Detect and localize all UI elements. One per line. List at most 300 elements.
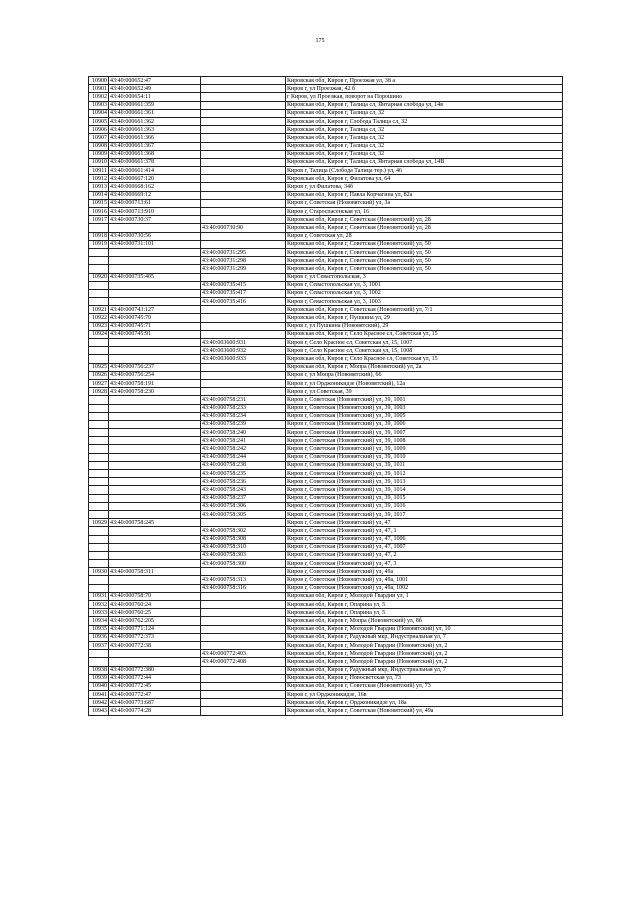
row-number-cell	[89, 478, 109, 486]
table-row	[89, 453, 563, 461]
row-number-cell: 10917	[89, 216, 109, 224]
row-number-cell: 10910	[89, 158, 109, 166]
table-row	[89, 650, 563, 658]
address-cell: Кировская обл, Киров г, Талица сл, Янтарная слобода ул, 14В	[286, 158, 563, 166]
table-row	[89, 388, 563, 396]
sub-cadastral-number-cell	[201, 191, 286, 199]
row-number-cell	[89, 396, 109, 404]
cadastral-number-cell	[109, 486, 201, 494]
address-cell: Киров г, Советская (Нововятский) ул, 39, 1013	[286, 478, 563, 486]
table-row	[89, 281, 563, 289]
cadastral-number-cell: 43:40:000772:45	[109, 682, 201, 690]
page-number: 175	[315, 38, 325, 44]
row-number-cell: 10940	[89, 682, 109, 690]
table-row	[89, 486, 563, 494]
sub-cadastral-number-cell: 43:40:000772:403	[201, 650, 286, 658]
table-row	[89, 93, 563, 101]
row-number-cell	[89, 429, 109, 437]
cadastral-number-cell: 43:40:000652:49	[109, 85, 201, 93]
row-number-cell	[89, 281, 109, 289]
sub-cadastral-number-cell	[201, 208, 286, 216]
row-number-cell: 10906	[89, 126, 109, 134]
sub-cadastral-number-cell	[201, 306, 286, 314]
address-cell: Киров г, Советская (Нововятский) ул, 39, 1011	[286, 461, 563, 469]
sub-cadastral-number-cell: 43:40:000735:415	[201, 281, 286, 289]
address-cell: Кировская обл, Киров г, Молодой Гвардии (Нововятский) ул, 10	[286, 625, 563, 633]
sub-cadastral-number-cell: 43:40:000758:242	[201, 445, 286, 453]
registry-table-body	[89, 77, 563, 716]
cadastral-number-cell	[109, 584, 201, 592]
table-row	[89, 330, 563, 338]
row-number-cell: 10921	[89, 306, 109, 314]
table-row	[89, 339, 563, 347]
row-number-cell: 10927	[89, 379, 109, 387]
sub-cadastral-number-cell	[201, 682, 286, 690]
address-cell: Киров г, Советская (Нововятский) ул, 39, 1017	[286, 510, 563, 518]
table-row	[89, 117, 563, 125]
table-row	[89, 601, 563, 609]
cadastral-number-cell	[109, 510, 201, 518]
table-row	[89, 461, 563, 469]
sub-cadastral-number-cell: 43:40:000730:90	[201, 224, 286, 232]
address-cell: Кировская обл, Киров г, Пушкина ул, 29	[286, 314, 563, 322]
cadastral-number-cell	[109, 355, 201, 363]
address-cell: Кировская обл, Киров г, Талица сл, 32	[286, 142, 563, 150]
cadastral-number-cell	[109, 445, 201, 453]
address-cell: Кировская обл, Киров г, Проезжая ул, 38 а	[286, 77, 563, 85]
row-number-cell: 10909	[89, 150, 109, 158]
row-number-cell: 10905	[89, 117, 109, 125]
table-row	[89, 109, 563, 117]
address-cell: Киров г, ул Мопра (Нововятский), 66	[286, 371, 563, 379]
sub-cadastral-number-cell	[201, 101, 286, 109]
row-number-cell: 10903	[89, 101, 109, 109]
row-number-cell: 10930	[89, 568, 109, 576]
sub-cadastral-number-cell: 43:40:000758:234	[201, 412, 286, 420]
table-row	[89, 707, 563, 715]
table-row	[89, 437, 563, 445]
cadastral-number-cell: 43:40:000756:237	[109, 363, 201, 371]
row-number-cell: 10935	[89, 625, 109, 633]
sub-cadastral-number-cell	[201, 85, 286, 93]
table-row	[89, 527, 563, 535]
sub-cadastral-number-cell	[201, 592, 286, 600]
row-number-cell: 10941	[89, 691, 109, 699]
cadastral-number-cell: 43:40:000730:37	[109, 216, 201, 224]
row-number-cell: 10901	[89, 85, 109, 93]
address-cell: Киров г, Советская (Нововятский) ул, 49а, 1001	[286, 576, 563, 584]
sub-cadastral-number-cell	[201, 601, 286, 609]
sub-cadastral-number-cell	[201, 93, 286, 101]
table-row	[89, 470, 563, 478]
address-cell: Кировская обл, Киров г, Талица сл, 32	[286, 109, 563, 117]
address-cell: Киров г, Севастопольская ул, 3, 1001	[286, 281, 563, 289]
row-number-cell: 10928	[89, 388, 109, 396]
row-number-cell: 10911	[89, 167, 109, 175]
row-number-cell: 10923	[89, 322, 109, 330]
address-cell: Кировская обл, Киров г, Советская (Нововятский) ул, 50	[286, 248, 563, 256]
table-row	[89, 265, 563, 273]
address-cell: Киров г, ул Орджоникидзе (Нововятский), 12а	[286, 379, 563, 387]
row-number-cell	[89, 298, 109, 306]
row-number-cell	[89, 486, 109, 494]
table-row	[89, 617, 563, 625]
row-number-cell: 10907	[89, 134, 109, 142]
row-number-cell: 10925	[89, 363, 109, 371]
cadastral-number-cell	[109, 551, 201, 559]
address-cell: Кировская обл, Киров г, Талица сл, Янтарная слобода ул, 14в	[286, 101, 563, 109]
cadastral-number-cell: 43:40:000758:191	[109, 379, 201, 387]
row-number-cell	[89, 404, 109, 412]
address-cell: Кировская обл, Киров г, Село Красное сл, Советская ул, 15	[286, 355, 563, 363]
sub-cadastral-number-cell: 43:40:000731:298	[201, 257, 286, 265]
table-row	[89, 224, 563, 232]
table-row	[89, 633, 563, 641]
cadastral-number-cell	[109, 453, 201, 461]
cadastral-number-cell: 43:40:000760:25	[109, 609, 201, 617]
address-cell: Киров г, Советская (Нововятский) ул, 39, 1006	[286, 420, 563, 428]
cadastral-number-cell	[109, 248, 201, 256]
address-cell: Кировская обл, Киров г, Советская (Нововятский) ул, 73	[286, 682, 563, 690]
cadastral-number-cell: 43:40:000667:120	[109, 175, 201, 183]
table-row	[89, 273, 563, 281]
sub-cadastral-number-cell	[201, 134, 286, 142]
sub-cadastral-number-cell	[201, 625, 286, 633]
cadastral-number-cell: 43:40:000661:363	[109, 126, 201, 134]
row-number-cell: 10922	[89, 314, 109, 322]
address-cell: Киров г, ул Филатова, 34б	[286, 183, 563, 191]
cadastral-number-cell	[109, 437, 201, 445]
cadastral-number-cell: 43:40:000772:44	[109, 674, 201, 682]
cadastral-number-cell	[109, 470, 201, 478]
cadastral-number-cell: 43:40:000713:910	[109, 208, 201, 216]
table-row	[89, 625, 563, 633]
table-row	[89, 232, 563, 240]
address-cell: Кировская обл, Киров г, Талица сл, 32	[286, 150, 563, 158]
address-cell: Кировская обл, Киров г, Молодой Гвардии ул, 1	[286, 592, 563, 600]
sub-cadastral-number-cell: 43:40:000758:241	[201, 437, 286, 445]
address-cell: Кировская обл, Киров г, Мопра (Нововятский) ул, 2а	[286, 363, 563, 371]
sub-cadastral-number-cell: 43:40:000731:295	[201, 248, 286, 256]
table-row	[89, 371, 563, 379]
sub-cadastral-number-cell: 43:40:000758:235	[201, 470, 286, 478]
table-row	[89, 175, 563, 183]
address-cell: Киров г, ул Севастопольская, 3	[286, 273, 563, 281]
address-cell: Кировская обл, Киров г, Опарина ул, 5	[286, 601, 563, 609]
cadastral-number-cell	[109, 543, 201, 551]
table-row	[89, 568, 563, 576]
table-row	[89, 248, 563, 256]
row-number-cell	[89, 289, 109, 297]
sub-cadastral-number-cell	[201, 117, 286, 125]
cadastral-number-cell: 43:40:000772:373	[109, 633, 201, 641]
table-row	[89, 535, 563, 543]
cadastral-number-cell: 43:40:000760:24	[109, 601, 201, 609]
table-row	[89, 379, 563, 387]
table-row	[89, 199, 563, 207]
table-row	[89, 609, 563, 617]
table-row	[89, 77, 563, 85]
sub-cadastral-number-cell	[201, 617, 286, 625]
cadastral-number-cell	[109, 281, 201, 289]
row-number-cell	[89, 510, 109, 518]
table-row	[89, 691, 563, 699]
cadastral-number-cell: 43:40:000758:230	[109, 388, 201, 396]
row-number-cell: 10931	[89, 592, 109, 600]
cadastral-number-cell	[109, 404, 201, 412]
row-number-cell	[89, 527, 109, 535]
row-number-cell	[89, 551, 109, 559]
row-number-cell: 10914	[89, 191, 109, 199]
table-row	[89, 412, 563, 420]
row-number-cell	[89, 461, 109, 469]
address-cell: Киров г, Советская (Нововятский) ул, 47, 3	[286, 560, 563, 568]
address-cell: Киров г, Советская (Нововятский) ул, 39, 1012	[286, 470, 563, 478]
cadastral-number-cell	[109, 257, 201, 265]
address-cell: Киров г, Советская (Нововятский) ул, 39, 1010	[286, 453, 563, 461]
sub-cadastral-number-cell	[201, 183, 286, 191]
cadastral-number-cell: 43:40:000668:162	[109, 183, 201, 191]
cadastral-number-cell: 43:40:000773:687	[109, 699, 201, 707]
table-row	[89, 674, 563, 682]
table-row	[89, 85, 563, 93]
sub-cadastral-number-cell: 43:40:000758:313	[201, 576, 286, 584]
row-number-cell: 10939	[89, 674, 109, 682]
cadastral-number-cell: 43:40:000758:70	[109, 592, 201, 600]
row-number-cell: 10913	[89, 183, 109, 191]
address-cell: Кировская обл, Киров г, Талица сл, 32	[286, 134, 563, 142]
cadastral-number-cell	[109, 650, 201, 658]
sub-cadastral-number-cell	[201, 691, 286, 699]
address-cell: Киров г, Советская (Нововятский) ул, 49а	[286, 568, 563, 576]
cadastral-number-cell	[109, 478, 201, 486]
address-cell: Киров г, Севастопольская ул, 3, 1002	[286, 289, 563, 297]
table-row	[89, 576, 563, 584]
address-cell: Киров г, Советская (Нововятский) ул, 39, 1001	[286, 396, 563, 404]
sub-cadastral-number-cell: 43:40:000758:243	[201, 486, 286, 494]
sub-cadastral-number-cell: 43:40:000758:239	[201, 420, 286, 428]
table-row	[89, 355, 563, 363]
sub-cadastral-number-cell: 43:40:000758:240	[201, 429, 286, 437]
table-row	[89, 560, 563, 568]
cadastral-number-cell: 43:40:000758:245	[109, 519, 201, 527]
sub-cadastral-number-cell: 43:40:000772:408	[201, 658, 286, 666]
sub-cadastral-number-cell: 43:40:003600:932	[201, 347, 286, 355]
sub-cadastral-number-cell	[201, 240, 286, 248]
cadastral-number-cell: 43:40:000731:101	[109, 240, 201, 248]
row-number-cell: 10932	[89, 601, 109, 609]
table-row	[89, 150, 563, 158]
cadastral-number-cell: 43:40:000762:205	[109, 617, 201, 625]
row-number-cell	[89, 650, 109, 658]
row-number-cell: 10908	[89, 142, 109, 150]
table-row	[89, 404, 563, 412]
cadastral-number-cell: 43:40:000661:378	[109, 158, 201, 166]
address-cell: Кировская обл, Киров г, Советская (Нововятский) ул, 7/1	[286, 306, 563, 314]
cadastral-number-cell: 43:40:000735:405	[109, 273, 201, 281]
cadastral-number-cell	[109, 494, 201, 502]
address-cell: Кировская обл, Киров г, Советская (Нововятский) ул, 50	[286, 265, 563, 273]
cadastral-number-cell: 43:40:000669:12	[109, 191, 201, 199]
table-row	[89, 314, 563, 322]
row-number-cell	[89, 584, 109, 592]
row-number-cell	[89, 257, 109, 265]
sub-cadastral-number-cell: 43:40:003600:931	[201, 339, 286, 347]
address-cell: Кировская обл, Киров г, Советская (Нововятский) ул, 28	[286, 216, 563, 224]
sub-cadastral-number-cell	[201, 314, 286, 322]
table-row	[89, 396, 563, 404]
row-number-cell	[89, 420, 109, 428]
table-row	[89, 142, 563, 150]
cadastral-number-cell: 43:40:000661:362	[109, 117, 201, 125]
sub-cadastral-number-cell: 43:40:000758:238	[201, 461, 286, 469]
address-cell: Кировская обл, Киров г, Советская (Нововятский) ул, 28	[286, 224, 563, 232]
address-cell: г Киров, ул Проезжая, поворот на Порошино	[286, 93, 563, 101]
sub-cadastral-number-cell	[201, 363, 286, 371]
address-cell: Киров г, Советская (Нововятский) ул, 47, 1	[286, 527, 563, 535]
row-number-cell: 10919	[89, 240, 109, 248]
sub-cadastral-number-cell	[201, 216, 286, 224]
cadastral-number-cell: 43:40:000756:254	[109, 371, 201, 379]
address-cell: Киров г, ул Советская, 39	[286, 388, 563, 396]
address-cell: Кировская обл, Киров г, Молодой Гвардии (Нововятский) ул, 2	[286, 650, 563, 658]
row-number-cell: 10924	[89, 330, 109, 338]
table-row	[89, 494, 563, 502]
address-cell: Кировская обл, Киров г, Талица сл, 32	[286, 126, 563, 134]
sub-cadastral-number-cell: 43:40:000758:306	[201, 502, 286, 510]
row-number-cell: 10904	[89, 109, 109, 117]
address-cell: Киров г, Советская (Нововятский) ул, 39, 1003	[286, 404, 563, 412]
address-cell: Киров г, Советская (Нововятский) ул, 47, 2	[286, 551, 563, 559]
table-row	[89, 641, 563, 649]
address-cell: Кировская обл, Киров г, Опарина ул, 5	[286, 609, 563, 617]
table-row	[89, 445, 563, 453]
row-number-cell	[89, 437, 109, 445]
sub-cadastral-number-cell	[201, 568, 286, 576]
table-row	[89, 289, 563, 297]
sub-cadastral-number-cell: 43:40:000758:305	[201, 510, 286, 518]
table-row	[89, 429, 563, 437]
sub-cadastral-number-cell: 43:40:000735:416	[201, 298, 286, 306]
sub-cadastral-number-cell: 43:40:000735:417	[201, 289, 286, 297]
address-cell: Киров г, Советская (Нововятский) ул, 39, 1005	[286, 412, 563, 420]
table-row	[89, 543, 563, 551]
row-number-cell: 10902	[89, 93, 109, 101]
address-cell: Киров г, Советская (Нововятский) ул, 47	[286, 519, 563, 527]
row-number-cell	[89, 347, 109, 355]
row-number-cell	[89, 265, 109, 273]
row-number-cell: 10916	[89, 208, 109, 216]
address-cell: Киров г, Староспасенская ул, 16	[286, 208, 563, 216]
sub-cadastral-number-cell	[201, 77, 286, 85]
cadastral-number-cell: 43:40:000745:91	[109, 330, 201, 338]
sub-cadastral-number-cell	[201, 322, 286, 330]
row-number-cell: 10934	[89, 617, 109, 625]
sub-cadastral-number-cell: 43:40:000731:299	[201, 265, 286, 273]
table-row	[89, 666, 563, 674]
table-row	[89, 126, 563, 134]
cadastral-number-cell: 43:40:000758:311	[109, 568, 201, 576]
cadastral-number-cell	[109, 658, 201, 666]
cadastral-number-cell: 43:40:000772:380	[109, 666, 201, 674]
sub-cadastral-number-cell: 43:40:000758:237	[201, 494, 286, 502]
sub-cadastral-number-cell	[201, 699, 286, 707]
address-cell: Кировская обл, Киров г, Советская (Нововятский) ул, 50	[286, 240, 563, 248]
row-number-cell	[89, 658, 109, 666]
sub-cadastral-number-cell	[201, 150, 286, 158]
address-cell: Кировская обл, Киров г, Орджоникидзе ул, 18а	[286, 699, 563, 707]
registry-table	[88, 76, 563, 716]
cadastral-number-cell	[109, 461, 201, 469]
address-cell: Киров г, Талица (Слобода Талица тер.) ул, 46	[286, 167, 563, 175]
sub-cadastral-number-cell: 43:40:000758:244	[201, 453, 286, 461]
cadastral-number-cell	[109, 576, 201, 584]
cadastral-number-cell	[109, 527, 201, 535]
sub-cadastral-number-cell: 43:40:000758:303	[201, 551, 286, 559]
sub-cadastral-number-cell	[201, 109, 286, 117]
row-number-cell: 10943	[89, 707, 109, 715]
address-cell: Кировская обл, Киров г, Павла Корчагина ул, 82а	[286, 191, 563, 199]
sub-cadastral-number-cell: 43:40:000758:308	[201, 535, 286, 543]
cadastral-number-cell: 43:40:000774:28	[109, 707, 201, 715]
sub-cadastral-number-cell	[201, 199, 286, 207]
row-number-cell	[89, 445, 109, 453]
cadastral-number-cell	[109, 420, 201, 428]
row-number-cell	[89, 224, 109, 232]
table-row	[89, 257, 563, 265]
sub-cadastral-number-cell: 43:40:000758:300	[201, 560, 286, 568]
sub-cadastral-number-cell	[201, 519, 286, 527]
table-row	[89, 519, 563, 527]
address-cell: Кировская обл, Киров г, Молодой Гвардии (Нововятский) ул, 2	[286, 641, 563, 649]
row-number-cell: 10915	[89, 199, 109, 207]
table-row	[89, 183, 563, 191]
address-cell: Киров г, Советская (Нововятский) ул, 3а	[286, 199, 563, 207]
address-cell: Киров г, Советская (Нововятский) ул, 39, 1009	[286, 445, 563, 453]
cadastral-number-cell: 43:40:000772:47	[109, 691, 201, 699]
address-cell: Киров г, Село Красное сл, Советская ул, 15, 1008	[286, 347, 563, 355]
row-number-cell: 10933	[89, 609, 109, 617]
sub-cadastral-number-cell: 43:40:000758:231	[201, 396, 286, 404]
cadastral-number-cell: 43:40:000745:71	[109, 322, 201, 330]
address-cell: Кировская обл, Киров г, Село Красное сл, Советская ул, 15	[286, 330, 563, 338]
cadastral-number-cell: 43:40:000652:47	[109, 77, 201, 85]
row-number-cell	[89, 543, 109, 551]
row-number-cell: 10938	[89, 666, 109, 674]
sub-cadastral-number-cell	[201, 388, 286, 396]
address-cell: Киров г, Севастопольская ул, 3, 1003	[286, 298, 563, 306]
table-row	[89, 208, 563, 216]
cadastral-number-cell	[109, 396, 201, 404]
sub-cadastral-number-cell	[201, 126, 286, 134]
row-number-cell	[89, 470, 109, 478]
sub-cadastral-number-cell	[201, 633, 286, 641]
cadastral-number-cell: 43:40:000743:127	[109, 306, 201, 314]
cadastral-number-cell: 43:40:000730:56	[109, 232, 201, 240]
sub-cadastral-number-cell: 43:40:003600:933	[201, 355, 286, 363]
address-cell: Киров г, Советская ул, 28	[286, 232, 563, 240]
address-cell: Киров г, ул Пушкина (Нововятский), 29	[286, 322, 563, 330]
table-row	[89, 158, 563, 166]
row-number-cell: 10936	[89, 633, 109, 641]
cadastral-number-cell	[109, 224, 201, 232]
cadastral-number-cell	[109, 560, 201, 568]
address-cell: Кировская обл, Киров г, Мопра (Нововятский) ул, 8б	[286, 617, 563, 625]
table-row	[89, 502, 563, 510]
sub-cadastral-number-cell	[201, 379, 286, 387]
address-cell: Кировская обл, Киров г, Новосветская ул, 73	[286, 674, 563, 682]
cadastral-number-cell	[109, 429, 201, 437]
